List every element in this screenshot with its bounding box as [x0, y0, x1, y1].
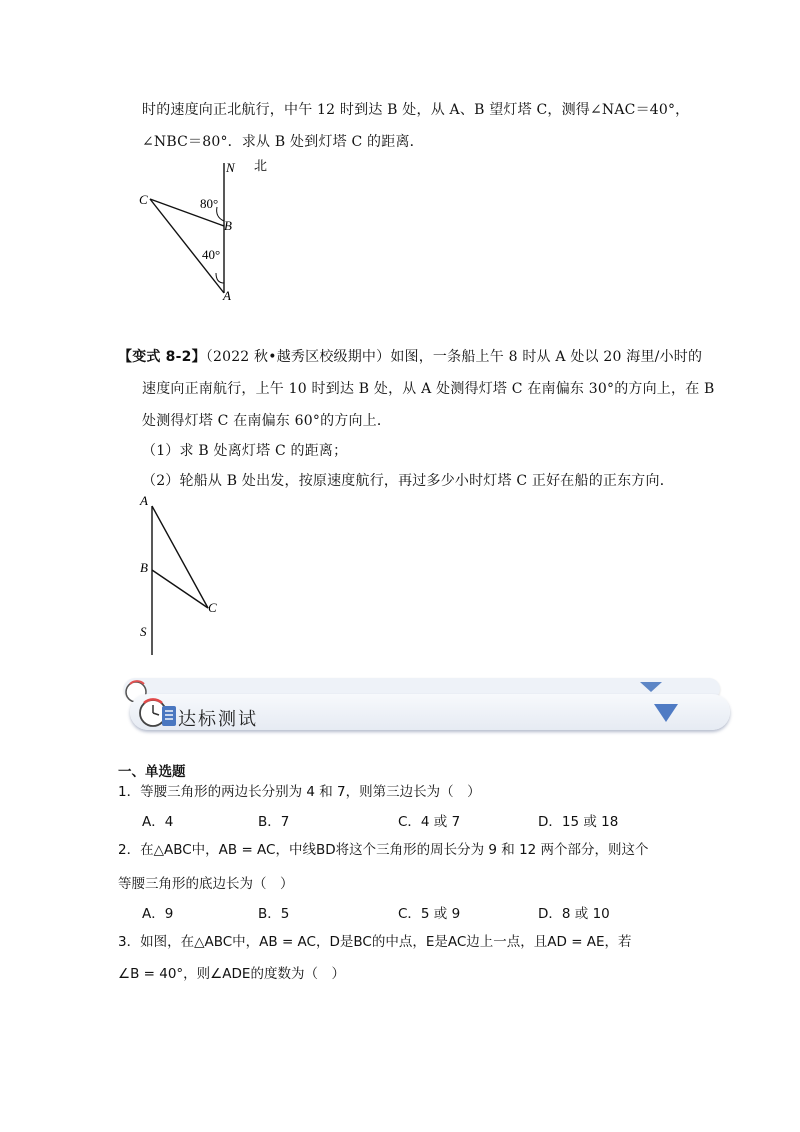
q3-line1: 3．如图，在△ABC中，AB = AC，D是BC的中点，E是AC边上一点，且AD = AE，若	[118, 934, 632, 950]
problem82-tag: 【变式 8-2】	[118, 349, 206, 365]
problem82-line3: 处测得灯塔 C 在南偏东 60°的方向上．	[142, 413, 392, 429]
problem82-sub1: （1）求 B 处离灯塔 C 的距离；	[142, 443, 348, 459]
label-b: B	[224, 218, 232, 233]
triangle-down-icon	[652, 702, 680, 724]
problem82-sub2: （2）轮船从 B 处出发，按原速度航行，再过多少小时灯塔 C 正好在船的正东方向．	[142, 473, 674, 489]
figure-north-bearing	[130, 155, 280, 305]
problem81-line2: ∠NBC＝80°．求从 B 处到灯塔 C 的距离．	[142, 134, 424, 150]
q2-option-a[interactable]: A．9	[142, 906, 174, 922]
q2-option-b[interactable]: B．5	[258, 906, 290, 922]
label-c: C	[139, 192, 148, 207]
problem81-line1: 时的速度向正北航行，中午 12 时到达 B 处，从 A、B 望灯塔 C，测得∠NAC＝40°，	[142, 102, 690, 118]
q1-option-c[interactable]: C．4 或 7	[398, 814, 461, 830]
problem82-line2: 速度向正南航行，上午 10 时到达 B 处，从 A 处测得灯塔 C 在南偏东 30°的方向上，在 B	[142, 381, 715, 397]
q1-option-b[interactable]: B．7	[258, 814, 290, 830]
segment-bc	[152, 570, 208, 608]
label-north: 北	[254, 158, 268, 173]
label-b2: B	[140, 560, 148, 575]
section-banner	[120, 676, 732, 736]
banner-title: 达标测试	[178, 709, 258, 730]
q2-option-c[interactable]: C．5 或 9	[398, 906, 461, 922]
label-a: A	[223, 288, 231, 303]
label-s: S	[140, 624, 147, 639]
q2-line1: 2．在△ABC中，AB = AC，中线BD将这个三角形的周长分为 9 和 12 两个部分，则这个	[118, 842, 649, 858]
q1-option-d[interactable]: D．15 或 18	[538, 814, 619, 830]
segment-ac	[152, 506, 208, 608]
q1-text: 1．等腰三角形的两边长分别为 4 和 7，则第三边长为（ ）	[118, 784, 481, 800]
label-a2: A	[140, 493, 148, 508]
angle-arc-40	[216, 273, 224, 283]
label-n: N	[226, 160, 235, 175]
problem82-first-line	[118, 346, 702, 366]
figure-south-bearing	[132, 490, 232, 660]
q2-option-d[interactable]: D．8 或 10	[538, 906, 610, 922]
triangle-icon-back	[638, 680, 664, 694]
q2-line2: 等腰三角形的底边长为（ ）	[118, 876, 294, 892]
label-c2: C	[208, 600, 217, 615]
angle-80-label: 80°	[200, 196, 219, 211]
section-title: 一、单选题	[118, 764, 186, 780]
problem82-source: （2022 秋•越秀区校级期中）	[205, 349, 391, 365]
problem82-line1: 如图，一条船上午 8 时从 A 处以 20 海里/小时的	[390, 349, 703, 365]
angle-40-label: 40°	[202, 247, 221, 262]
q1-option-a[interactable]: A．4	[142, 814, 174, 830]
q3-line2: ∠B = 40°，则∠ADE的度数为（ ）	[118, 966, 345, 982]
clock-doc-icon	[136, 696, 182, 730]
